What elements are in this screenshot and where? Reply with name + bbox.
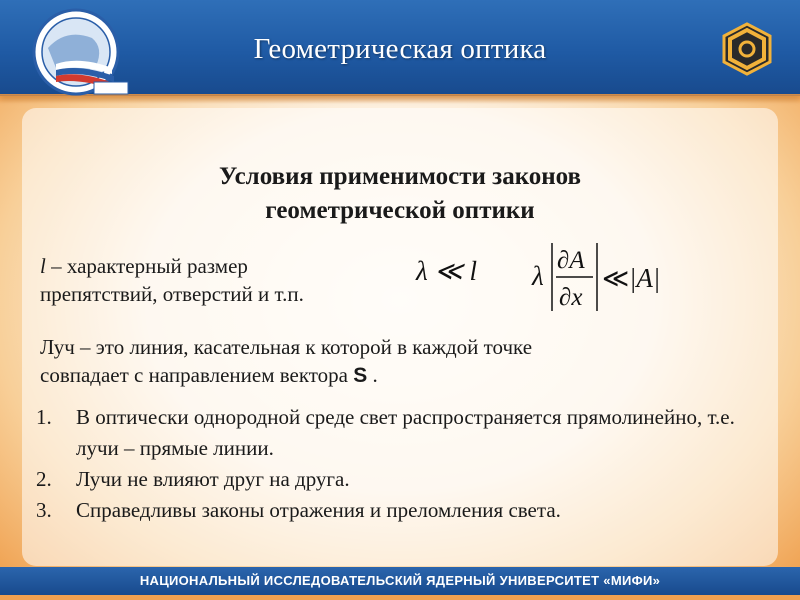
conditions-heading <box>0 160 800 228</box>
size-definition-line1: – характерный размер <box>45 254 248 278</box>
list-item-text: Лучи не влияют друг на друга. <box>76 467 350 491</box>
list-item <box>36 464 756 495</box>
footer-bar: НАЦИОНАЛЬНЫЙ ИССЛЕДОВАТЕЛЬСКИЙ ЯДЕРНЫЙ УНИВЕРСИТЕТ «МИФИ» <box>0 567 800 595</box>
formula2-rhs: |A| <box>629 263 661 293</box>
conditions-heading-line2: геометрической оптики <box>265 197 535 224</box>
conditions-heading-line1: Условия применимости законов <box>218 163 582 190</box>
size-definition <box>40 252 304 308</box>
laws-list <box>36 402 756 526</box>
list-item-text: В оптически однородной среде свет распространяется прямолинейно, т.е. лучи – прямые линии. <box>76 405 735 460</box>
size-definition-line2: препятствий, отверстий и т.п. <box>40 282 304 306</box>
formula2-lambda: λ <box>532 261 544 291</box>
footer-stripe <box>0 595 800 600</box>
ray-definition-end: . <box>372 363 378 387</box>
formula-gradient-condition <box>530 235 670 317</box>
ray-definition <box>40 333 760 390</box>
mephi-cube-logo <box>716 18 778 80</box>
ray-definition-line1: Луч – это линия, касательная к которой в каждой точке <box>40 335 533 359</box>
slide-title: Геометрическая оптика <box>253 33 547 65</box>
list-item-number: 3. <box>36 498 52 522</box>
list-item-text: Справедливы законы отражения и преломления света. <box>76 498 561 522</box>
list-item <box>36 495 756 526</box>
list-item <box>36 402 756 464</box>
formula2-numerator: ∂A <box>557 247 585 274</box>
size-symbol: l <box>40 254 46 278</box>
ray-definition-line2: совпадает с направлением вектора <box>40 363 348 387</box>
formula2-relation: ≪ <box>602 264 630 293</box>
vector-s-symbol: S <box>353 364 368 387</box>
formula-lambda-much-less-l: λ ≪ l <box>416 256 477 286</box>
list-item-number: 2. <box>36 467 52 491</box>
list-item-number: 1. <box>36 405 52 429</box>
formula2-denominator: ∂x <box>559 284 583 311</box>
